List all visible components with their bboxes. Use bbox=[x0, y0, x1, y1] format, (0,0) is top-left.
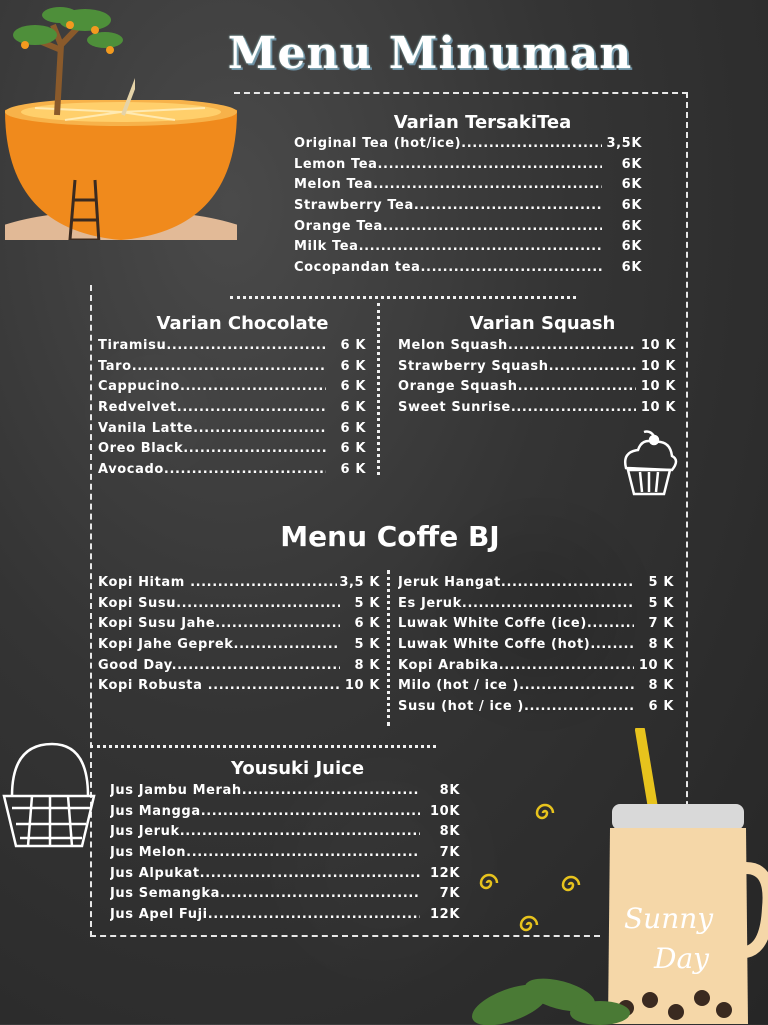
list-item: Jus Jeruk ..... 8K bbox=[110, 824, 460, 845]
swirl-icon bbox=[532, 800, 558, 826]
list-item: Luwak White Coffe (ice) ..... 7 K bbox=[398, 616, 674, 637]
list-item: Jus Semangka ..... 7K bbox=[110, 886, 460, 907]
coffee-left-list bbox=[98, 575, 380, 699]
divider-dotted bbox=[90, 745, 436, 748]
orange-illustration bbox=[5, 100, 237, 240]
list-item: Oreo Black ..... 6 K bbox=[98, 441, 366, 462]
list-item: Orange Squash ..... 10 K bbox=[398, 379, 676, 400]
swirl-icon bbox=[516, 912, 542, 938]
list-item: Strawberry Tea ..... 6K bbox=[294, 198, 642, 219]
list-item: Vanila Latte ..... 6 K bbox=[98, 421, 366, 442]
list-item: Orange Tea ..... 6K bbox=[294, 219, 642, 240]
list-item: Kopi Arabika ..... 10 K bbox=[398, 658, 674, 679]
coffee-title: Menu Coffe BJ bbox=[280, 520, 500, 553]
list-item: Jus Alpukat ..... 12K bbox=[110, 866, 460, 887]
list-item: Milo (hot / ice ) ..... 8 K bbox=[398, 678, 674, 699]
list-item: Melon Tea ..... 6K bbox=[294, 177, 642, 198]
chocolate-title: Varian Chocolate bbox=[156, 313, 329, 334]
jar-text-sunny: Sunny bbox=[624, 902, 714, 935]
squash-list bbox=[398, 338, 676, 421]
jar-text-day: Day bbox=[654, 942, 709, 975]
list-item: Kopi Hitam ..... 3,5 K bbox=[98, 575, 380, 596]
list-item: Kopi Susu Jahe ..... 6 K bbox=[98, 616, 380, 637]
list-item: Es Jeruk ..... 5 K bbox=[398, 596, 674, 617]
cupcake-icon bbox=[618, 430, 680, 500]
list-item: Jus Apel Fuji ..... 12K bbox=[110, 907, 460, 928]
list-item: Taro ..... 6 K bbox=[98, 359, 366, 380]
list-item: Cappucino ..... 6 K bbox=[98, 379, 366, 400]
list-item: Redvelvet ..... 6 K bbox=[98, 400, 366, 421]
list-item: Original Tea (hot/ice) ..... 3,5K bbox=[294, 136, 642, 157]
basket-icon bbox=[2, 736, 98, 856]
list-item: Susu (hot / ice ) ..... 6 K bbox=[398, 699, 674, 720]
list-item: Lemon Tea ..... 6K bbox=[294, 157, 642, 178]
coffee-right-list bbox=[398, 575, 674, 720]
juice-title: Yousuki Juice bbox=[230, 758, 365, 779]
swirl-icon bbox=[558, 872, 584, 898]
list-item: Milk Tea ..... 6K bbox=[294, 239, 642, 260]
leaves-illustration bbox=[470, 965, 630, 1025]
frame-top bbox=[234, 92, 688, 94]
list-item: Good Day ..... 8 K bbox=[98, 658, 380, 679]
list-item: Luwak White Coffe (hot) ..... 8 K bbox=[398, 637, 674, 658]
list-item: Kopi Jahe Geprek ..... 5 K bbox=[98, 637, 380, 658]
list-item: Melon Squash ..... 10 K bbox=[398, 338, 676, 359]
chocolate-list bbox=[98, 338, 366, 483]
list-item: Kopi Susu ..... 5 K bbox=[98, 596, 380, 617]
divider-vertical bbox=[377, 303, 380, 475]
tersaki-title: Varian TersakiTea bbox=[393, 112, 572, 133]
list-item: Strawberry Squash ..... 10 K bbox=[398, 359, 676, 380]
list-item: Sweet Sunrise ..... 10 K bbox=[398, 400, 676, 421]
list-item: Avocado ..... 6 K bbox=[98, 462, 366, 483]
juice-list bbox=[110, 783, 460, 928]
divider-dotted bbox=[230, 296, 576, 299]
swirl-icon bbox=[476, 870, 502, 896]
list-item: Jus Mangga ..... 10K bbox=[110, 804, 460, 825]
list-item: Tiramisu ..... 6 K bbox=[98, 338, 366, 359]
list-item: Jus Melon ..... 7K bbox=[110, 845, 460, 866]
tersaki-list bbox=[294, 136, 642, 281]
menu-title: Menu Minuman bbox=[227, 28, 633, 79]
list-item: Cocopandan tea ..... 6K bbox=[294, 260, 642, 281]
list-item: Kopi Robusta ..... 10 K bbox=[98, 678, 380, 699]
list-item: Jus Jambu Merah ..... 8K bbox=[110, 783, 460, 804]
list-item: Jeruk Hangat ..... 5 K bbox=[398, 575, 674, 596]
squash-title: Varian Squash bbox=[469, 313, 616, 334]
tree-icon bbox=[5, 5, 135, 120]
divider-vertical bbox=[387, 570, 390, 726]
